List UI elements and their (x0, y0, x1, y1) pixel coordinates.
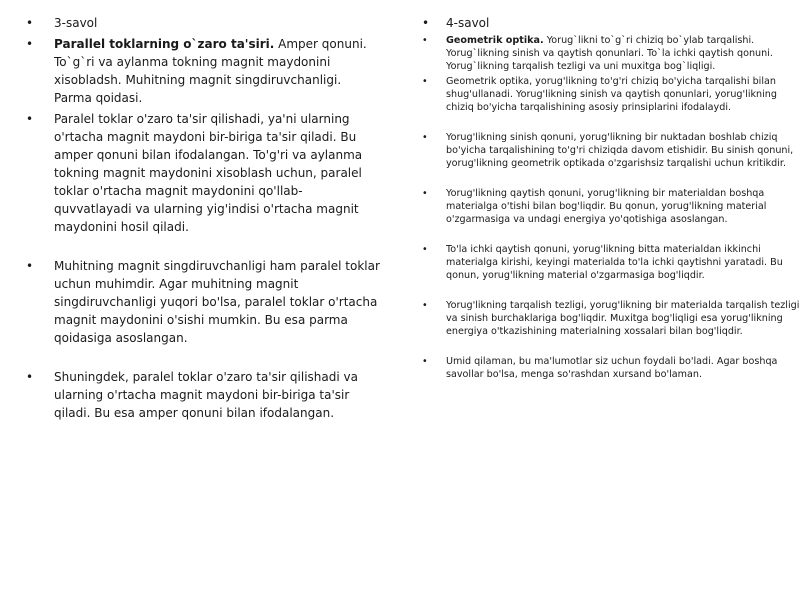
left-heading (0, 14, 380, 32)
right-paragraph-1 (400, 75, 800, 114)
right-paragraph-5-text: Yorug'likning tarqalish tezligi, yorug'likning bir materialda tarqalish tezligi va sinish burchaklariga bog'liqdir. Muxitga bog'liqligi esa yorug'likning energiya o'tkazishining materialning xossalari bilan bog'liqdir. (446, 300, 800, 337)
left-intro (0, 35, 380, 107)
right-heading-text: 4-savol (446, 16, 490, 30)
right-intro-rest: Yorug`likni to`g`ri chiziq bo`ylab tarqalishi. Yorug`likning sinish va qaytish qonunlari. To`la ichki qaytish qonuni. Yorug`likning tarqalish tezligi va uni muxitga bog`liqligi. (446, 35, 773, 72)
right-bullet-list (400, 14, 800, 381)
left-bullet-list (0, 14, 400, 422)
left-paragraph-3 (0, 368, 380, 422)
right-paragraph-2 (400, 131, 800, 170)
right-heading (400, 14, 800, 32)
right-paragraph-3 (400, 187, 800, 226)
left-paragraph-3-text: Shuningdek, paralel toklar o'zaro ta'sir qilishadi va ularning o'rtacha magnit maydoni bir-biriga ta'sir qiladi. Bu esa amper qonuni bilan ifodalangan. (54, 370, 358, 420)
right-column (400, 0, 800, 381)
right-paragraph-6 (400, 355, 800, 381)
right-paragraph-3-text: Yorug'likning qaytish qonuni, yorug'likning bir materialdan boshqa materialga o'tishi bilan bog'liqdir. Bu qonun, yorug'likning material o'zgarmasiga va undagi energiya yo'qotishiga asoslangan. (446, 188, 767, 225)
left-paragraph-1 (0, 110, 380, 236)
right-paragraph-2-text: Yorug'likning sinish qonuni, yorug'likning bir nuktadan boshlab chiziq bo'yicha tarqalishining to'g'ri chiziqda davom etishidir. Bu sinish qonuni, yorug'likning geometrik optikada o'zgarishsiz tarqalishi uchun kritikdir. (446, 132, 794, 169)
right-paragraph-5 (400, 299, 800, 338)
left-intro-bold: Parallel toklarning o`zaro ta'siri. (54, 37, 275, 51)
left-paragraph-1-text: Paralel toklar o'zaro ta'sir qilishadi, ya'ni ularning o'rtacha magnit maydoni bir-biriga ta'sir qiladi. Bu amper qonuni bilan ifodalangan. To'g'ri va aylanma tokning magnit maydonini xisoblash uchun, paralel toklar o'rtacha magnit maydonini qo'llab-quvvatlayadi va ularning yig'indisi o'rtacha magnit maydonini hosil qiladi. (54, 112, 363, 234)
right-paragraph-6-text: Umid qilaman, bu ma'lumotlar siz uchun foydali bo'ladi. Agar boshqa savollar bo'lsa, menga so'rashdan xursand bo'laman. (446, 356, 778, 380)
right-paragraph-4 (400, 243, 800, 282)
left-intro-rest: Amper qonuni. To`g`ri va aylanma tokning magnit maydonini xisobladsh. Muhitning magnit singdiruvchanligi. Parma qoidasi. (54, 37, 367, 105)
right-paragraph-1-text: Geometrik optika, yorug'likning to'g'ri chiziq bo'yicha tarqalishi bilan shug'ullanadi. Yorug'likning sinish va qaytish qonunlari, yorug'likning chiziq bo'yicha tarqalishining asosiy prinsiplarini ifodalaydi. (446, 76, 777, 113)
right-intro (400, 34, 800, 73)
left-column (0, 0, 400, 422)
left-heading-text: 3-savol (54, 16, 98, 30)
left-paragraph-2 (0, 257, 380, 347)
right-intro-bold: Geometrik optika. (446, 35, 544, 46)
left-paragraph-2-text: Muhitning magnit singdiruvchanligi ham paralel toklar uchun muhimdir. Agar muhitning magnit singdiruvchanligi yuqori bo'lsa, paralel toklar o'rtacha magnit maydonini o'sishi mumkin. Bu esa parma qoidasiga asoslangan. (54, 259, 380, 345)
right-paragraph-4-text: To'la ichki qaytish qonuni, yorug'likning bitta materialdan ikkinchi materialga kirishi, keyingi materialda to'la ichki qaytishni yaratadi. Bu qonun, yorug'likning material o'zgarmasiga bog'liqdir. (446, 244, 783, 281)
